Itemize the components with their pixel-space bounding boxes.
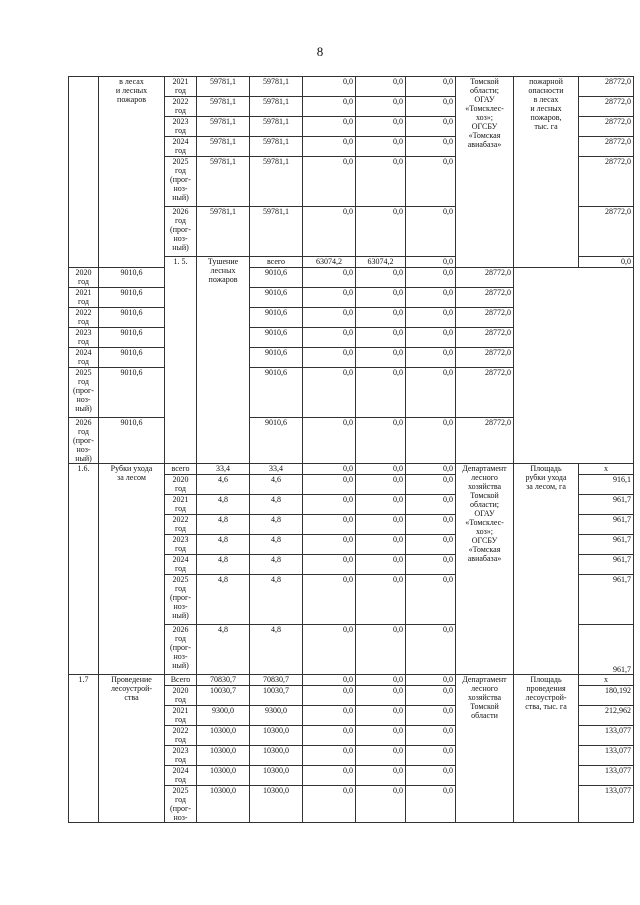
measure-name: в лесах и лесных пожаров [99, 77, 165, 268]
indicator-value-cell: 28772,0 [579, 157, 634, 207]
year-cell: 2021 год [69, 288, 99, 308]
federal-funding-cell: 0,0 [303, 625, 356, 675]
year-cell: 2022 год [165, 97, 197, 117]
total-funding-cell: 10300,0 [197, 766, 250, 786]
federal-funding-cell: 0,0 [303, 686, 356, 706]
year-cell: 2021 год [165, 706, 197, 726]
local-funding-cell: 0,0 [356, 555, 406, 575]
federal-funding-cell: 0,0 [303, 766, 356, 786]
other-funding-cell: 0,0 [406, 726, 456, 746]
regional-funding-cell: 4,8 [250, 575, 303, 625]
other-funding-cell: 0,0 [406, 555, 456, 575]
total-funding-cell: 9300,0 [197, 706, 250, 726]
year-cell: всего [250, 257, 303, 268]
measure-name: Проведение лесоустрой- ства [99, 675, 165, 823]
page-number: 8 [316, 44, 324, 59]
other-funding-cell: 0,0 [406, 766, 456, 786]
total-funding-cell: 4,8 [197, 495, 250, 515]
total-funding-cell: 9010,6 [99, 348, 165, 368]
local-funding-cell: 0,0 [356, 625, 406, 675]
local-funding-cell: 0,0 [356, 766, 406, 786]
year-cell: 2023 год [165, 117, 197, 137]
measure-number: 1.6. [69, 464, 99, 675]
local-funding-cell: 0,0 [356, 675, 406, 686]
local-funding-cell: 0,0 [356, 288, 406, 308]
federal-funding-cell: 0,0 [303, 746, 356, 766]
table-row [69, 288, 634, 308]
other-funding-cell: 0,0 [406, 475, 456, 495]
year-cell: 2025 год (прог- ноз- [165, 786, 197, 823]
total-funding-cell: 9010,6 [99, 308, 165, 328]
indicator-name-cell: Площадь рубки ухода за лесом, га [514, 464, 579, 675]
table-row [69, 348, 634, 368]
regional-funding-cell: 4,8 [250, 535, 303, 555]
other-funding-cell: 0,0 [406, 575, 456, 625]
measure-name: Тушение лесных пожаров [197, 257, 250, 464]
regional-funding-cell: 10030,7 [250, 686, 303, 706]
other-funding-cell: 0,0 [406, 706, 456, 726]
other-funding-cell: 0,0 [406, 97, 456, 117]
table-row [69, 464, 634, 475]
regional-funding-cell: 9010,6 [250, 308, 303, 328]
total-funding-cell: 4,8 [197, 555, 250, 575]
regional-funding-cell: 9300,0 [250, 706, 303, 726]
indicator-value-cell: 28772,0 [579, 137, 634, 157]
year-cell: 2021 год [165, 77, 197, 97]
regional-funding-cell: 59781,1 [250, 77, 303, 97]
year-cell: Всего [165, 675, 197, 686]
table-row [69, 268, 634, 288]
other-funding-cell: 0,0 [406, 535, 456, 555]
other-funding-cell: 0,0 [406, 348, 456, 368]
other-funding-cell: 0,0 [406, 675, 456, 686]
measure-number: 1. 5. [165, 257, 197, 464]
year-cell: 2022 год [165, 726, 197, 746]
year-cell: 2024 год [69, 348, 99, 368]
federal-funding-cell: 0,0 [303, 515, 356, 535]
local-funding-cell: 0,0 [356, 117, 406, 137]
total-funding-cell: 59781,1 [197, 207, 250, 257]
total-funding-cell: 9010,6 [99, 288, 165, 308]
year-cell: 2020 год [165, 475, 197, 495]
executor-cell: Департамент лесного хозяйства Томской области [456, 675, 514, 823]
table-row [69, 328, 634, 348]
year-cell: 2025 год (прог- ноз- ный) [165, 575, 197, 625]
indicator-value-cell: 28772,0 [456, 308, 514, 328]
other-funding-cell: 0,0 [406, 288, 456, 308]
year-cell: 2020 год [69, 268, 99, 288]
local-funding-cell: 0,0 [356, 268, 406, 288]
indicator-value-cell: х [579, 464, 634, 475]
indicator-value-cell: 961,7 [579, 495, 634, 515]
regional-funding-cell: 59781,1 [250, 117, 303, 137]
total-funding-cell: 33,4 [197, 464, 250, 475]
total-funding-cell: 63074,2 [303, 257, 356, 268]
regional-funding-cell: 4,6 [250, 475, 303, 495]
local-funding-cell: 0,0 [356, 726, 406, 746]
regional-funding-cell: 9010,6 [250, 368, 303, 418]
regional-funding-cell: 4,8 [250, 495, 303, 515]
indicator-value-cell: 916,1 [579, 475, 634, 495]
other-funding-cell: 0,0 [406, 157, 456, 207]
federal-funding-cell: 0,0 [303, 328, 356, 348]
year-cell: 2021 год [165, 495, 197, 515]
indicator-value-cell: 961,7 [579, 515, 634, 535]
indicator-value-cell: 28772,0 [579, 207, 634, 257]
table-row [69, 418, 634, 464]
local-funding-cell: 0,0 [356, 475, 406, 495]
federal-funding-cell: 0,0 [303, 575, 356, 625]
local-funding-cell: 0,0 [356, 308, 406, 328]
year-cell: 2023 год [165, 535, 197, 555]
regional-funding-cell: 10300,0 [250, 726, 303, 746]
federal-funding-cell: 0,0 [303, 117, 356, 137]
indicator-value-cell: 28772,0 [456, 328, 514, 348]
total-funding-cell: 10300,0 [197, 786, 250, 823]
regional-funding-cell: 63074,2 [356, 257, 406, 268]
federal-funding-cell: 0,0 [303, 535, 356, 555]
federal-funding-cell: 0,0 [303, 495, 356, 515]
other-funding-cell: 0,0 [406, 786, 456, 823]
year-cell: 2020 год [165, 686, 197, 706]
regional-funding-cell: 4,8 [250, 625, 303, 675]
other-funding-cell: 0,0 [406, 117, 456, 137]
total-funding-cell: 59781,1 [197, 117, 250, 137]
table-row [69, 308, 634, 328]
year-cell: 2026 год (прог- ноз- ный) [165, 207, 197, 257]
indicator-value-cell: 28772,0 [579, 117, 634, 137]
total-funding-cell: 70830,7 [197, 675, 250, 686]
local-funding-cell: 0,0 [356, 535, 406, 555]
federal-funding-cell: 0,0 [303, 207, 356, 257]
indicator-value-cell: 133,077 [579, 786, 634, 823]
indicator-value-cell: 28772,0 [456, 268, 514, 288]
indicator-value-cell: х [579, 675, 634, 686]
table-row [69, 77, 634, 97]
indicator-value-cell: 961,7 [579, 535, 634, 555]
local-funding-cell: 0,0 [579, 257, 634, 268]
local-funding-cell: 0,0 [356, 706, 406, 726]
regional-funding-cell: 9010,6 [250, 268, 303, 288]
measure-number: 1.7 [69, 675, 99, 823]
federal-funding-cell: 0,0 [303, 97, 356, 117]
total-funding-cell: 4,8 [197, 535, 250, 555]
indicator-value-cell: 133,077 [579, 746, 634, 766]
total-funding-cell: 10300,0 [197, 726, 250, 746]
year-cell: всего [165, 464, 197, 475]
total-funding-cell: 10030,7 [197, 686, 250, 706]
other-funding-cell: 0,0 [406, 368, 456, 418]
indicator-value-cell: 28772,0 [456, 418, 514, 464]
table-row [69, 675, 634, 686]
total-funding-cell: 59781,1 [197, 157, 250, 207]
executor-cell: Томской области; ОГАУ «Томсклес- хоз»; ОГСБУ «Томская авиабаза» [456, 77, 514, 268]
program-measures-table [68, 76, 634, 823]
year-cell: 2023 год [69, 328, 99, 348]
federal-funding-cell: 0,0 [303, 675, 356, 686]
other-funding-cell: 0,0 [406, 308, 456, 328]
local-funding-cell: 0,0 [356, 77, 406, 97]
local-funding-cell: 0,0 [356, 464, 406, 475]
indicator-name-cell: Площадь проведения лесоустрой- ства, тыс. га [514, 675, 579, 823]
local-funding-cell: 0,0 [356, 515, 406, 535]
year-cell: 2024 год [165, 766, 197, 786]
other-funding-cell: 0,0 [406, 77, 456, 97]
indicator-value-cell: 28772,0 [456, 348, 514, 368]
total-funding-cell: 10300,0 [197, 746, 250, 766]
local-funding-cell: 0,0 [356, 157, 406, 207]
regional-funding-cell: 10300,0 [250, 766, 303, 786]
other-funding-cell: 0,0 [406, 207, 456, 257]
year-cell: 2022 год [165, 515, 197, 535]
other-funding-cell: 0,0 [406, 686, 456, 706]
federal-funding-cell: 0,0 [303, 368, 356, 418]
federal-funding-cell: 0,0 [303, 137, 356, 157]
total-funding-cell: 4,8 [197, 625, 250, 675]
indicator-value-cell: 133,077 [579, 766, 634, 786]
other-funding-cell: 0,0 [406, 418, 456, 464]
regional-funding-cell: 70830,7 [250, 675, 303, 686]
indicator-name-cell: пожарной опасности в лесах и лесных пожаров, тыс. га [514, 77, 579, 268]
indicator-value-cell: 28772,0 [579, 97, 634, 117]
local-funding-cell: 0,0 [356, 207, 406, 257]
federal-funding-cell: 0,0 [303, 157, 356, 207]
local-funding-cell: 0,0 [356, 686, 406, 706]
other-funding-cell: 0,0 [406, 625, 456, 675]
measure-number [69, 77, 99, 268]
other-funding-cell: 0,0 [406, 515, 456, 535]
other-funding-cell: 0,0 [406, 268, 456, 288]
federal-funding-cell: 0,0 [303, 77, 356, 97]
local-funding-cell: 0,0 [356, 786, 406, 823]
federal-funding-cell: 0,0 [303, 268, 356, 288]
federal-funding-cell: 0,0 [303, 348, 356, 368]
local-funding-cell: 0,0 [356, 418, 406, 464]
federal-funding-cell: 0,0 [303, 308, 356, 328]
federal-funding-cell: 0,0 [303, 726, 356, 746]
measure-name: Рубки ухода за лесом [99, 464, 165, 675]
federal-funding-cell: 0,0 [303, 706, 356, 726]
total-funding-cell: 59781,1 [197, 137, 250, 157]
indicator-value-cell: 961,7 [579, 625, 634, 675]
total-funding-cell: 9010,6 [99, 268, 165, 288]
local-funding-cell: 0,0 [356, 495, 406, 515]
federal-funding-cell: 0,0 [303, 418, 356, 464]
indicator-value-cell: 28772,0 [456, 288, 514, 308]
year-cell: 2024 год [165, 137, 197, 157]
regional-funding-cell: 9010,6 [250, 328, 303, 348]
regional-funding-cell: 59781,1 [250, 207, 303, 257]
federal-funding-cell: 0,0 [303, 288, 356, 308]
total-funding-cell: 4,6 [197, 475, 250, 495]
federal-funding-cell: 0,0 [303, 786, 356, 823]
table-row [69, 368, 634, 418]
indicator-value-cell: 28772,0 [579, 77, 634, 97]
year-cell: 2025 год (прог- ноз- ный) [165, 157, 197, 207]
local-funding-cell: 0,0 [356, 97, 406, 117]
total-funding-cell: 9010,6 [99, 418, 165, 464]
local-funding-cell: 0,0 [356, 368, 406, 418]
regional-funding-cell: 4,8 [250, 555, 303, 575]
indicator-value-cell: 961,7 [579, 555, 634, 575]
year-cell: 2025 год (прог- ноз- ный) [69, 368, 99, 418]
total-funding-cell: 59781,1 [197, 77, 250, 97]
other-funding-cell: 0,0 [406, 464, 456, 475]
indicator-value-cell: 28772,0 [456, 368, 514, 418]
regional-funding-cell: 59781,1 [250, 157, 303, 207]
total-funding-cell: 4,8 [197, 515, 250, 535]
other-funding-cell: 0,0 [406, 137, 456, 157]
federal-funding-cell: 0,0 [303, 475, 356, 495]
local-funding-cell: 0,0 [356, 328, 406, 348]
year-cell: 2026 год (прог- ноз- ный) [165, 625, 197, 675]
regional-funding-cell: 9010,6 [250, 348, 303, 368]
year-cell: 2022 год [69, 308, 99, 328]
regional-funding-cell: 59781,1 [250, 137, 303, 157]
total-funding-cell: 4,8 [197, 575, 250, 625]
total-funding-cell: 59781,1 [197, 97, 250, 117]
regional-funding-cell: 10300,0 [250, 786, 303, 823]
local-funding-cell: 0,0 [356, 575, 406, 625]
executor-cell: Департамент лесного хозяйства Томской области; ОГАУ «Томсклес- хоз»; ОГСБУ «Томская авиабаза» [456, 464, 514, 675]
total-funding-cell: 9010,6 [99, 368, 165, 418]
other-funding-cell: 0,0 [406, 328, 456, 348]
year-cell: 2026 год (прог- ноз- ный) [69, 418, 99, 464]
indicator-value-cell: 212,962 [579, 706, 634, 726]
year-cell: 2023 год [165, 746, 197, 766]
indicator-value-cell: 133,077 [579, 726, 634, 746]
federal-funding-cell: 0,0 [406, 257, 456, 268]
local-funding-cell: 0,0 [356, 348, 406, 368]
total-funding-cell: 9010,6 [99, 328, 165, 348]
federal-funding-cell: 0,0 [303, 555, 356, 575]
indicator-value-cell: 180,192 [579, 686, 634, 706]
local-funding-cell: 0,0 [356, 137, 406, 157]
regional-funding-cell: 59781,1 [250, 97, 303, 117]
regional-funding-cell: 33,4 [250, 464, 303, 475]
other-funding-cell: 0,0 [406, 746, 456, 766]
year-cell: 2024 год [165, 555, 197, 575]
local-funding-cell: 0,0 [356, 746, 406, 766]
regional-funding-cell: 4,8 [250, 515, 303, 535]
regional-funding-cell: 10300,0 [250, 746, 303, 766]
regional-funding-cell: 9010,6 [250, 418, 303, 464]
other-funding-cell: 0,0 [406, 495, 456, 515]
regional-funding-cell: 9010,6 [250, 288, 303, 308]
federal-funding-cell: 0,0 [303, 464, 356, 475]
indicator-value-cell: 961,7 [579, 575, 634, 625]
